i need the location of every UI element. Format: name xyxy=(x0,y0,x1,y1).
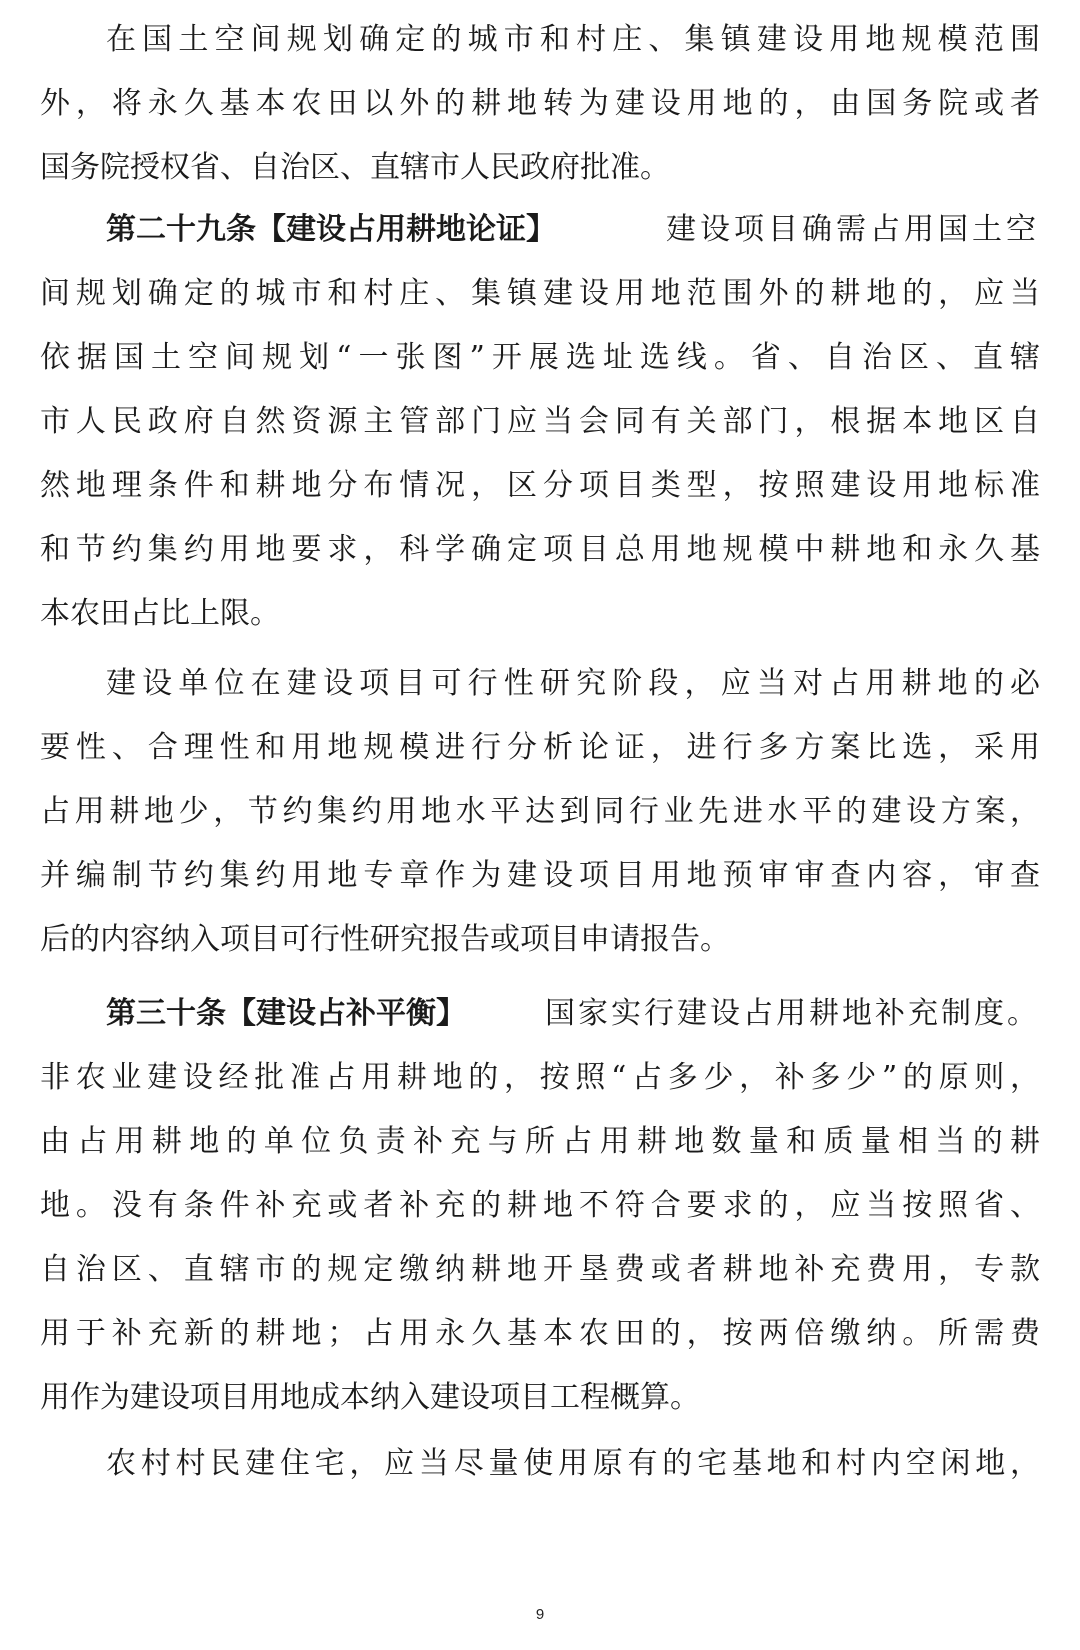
paragraph-3-line-2: 要性、合理性和用地规模进行分析论证，进行多方案比选，采用 xyxy=(40,730,1040,765)
article-29-first-line xyxy=(40,210,1040,250)
paragraph-3-line-1: 建设单位在建设项目可行性研究阶段，应当对占用耕地的必 xyxy=(106,666,1040,701)
article-30-line-1: 国家实行建设占用耕地补充制度。 xyxy=(545,996,1040,1031)
paragraph-5-line-1: 农村村民建住宅，应当尽量使用原有的宅基地和村内空闲地， xyxy=(106,1446,1040,1481)
article-30-line-5: 自治区、直辖市的规定缴纳耕地开垦费或者耕地补充费用，专款 xyxy=(40,1252,1040,1287)
article-30-line-4: 地。没有条件补充或者补充的耕地不符合要求的，应当按照省、 xyxy=(40,1188,1040,1223)
article-29-heading: 第二十九条【建设占用耕地论证】 xyxy=(106,212,556,247)
article-29-line-1: 建设项目确需占用国土空 xyxy=(666,212,1040,247)
paragraph-1-line-2: 外，将永久基本农田以外的耕地转为建设用地的，由国务院或者 xyxy=(40,86,1040,121)
article-30-line-7: 用作为建设项目用地成本纳入建设项目工程概算。 xyxy=(40,1380,700,1415)
article-29-line-4: 市人民政府自然资源主管部门应当会同有关部门，根据本地区自 xyxy=(40,404,1040,439)
article-29-line-3: 依据国土空间规划“一张图”开展选址选线。省、自治区、直辖 xyxy=(40,340,1040,375)
article-30-line-2: 非农业建设经批准占用耕地的，按照“占多少，补多少”的原则， xyxy=(40,1060,1040,1095)
paragraph-1-line-3: 国务院授权省、自治区、直辖市人民政府批准。 xyxy=(40,150,670,185)
page-number: 9 xyxy=(535,1606,545,1623)
article-30-line-6: 用于补充新的耕地；占用永久基本农田的，按两倍缴纳。所需费 xyxy=(40,1316,1040,1351)
document-page xyxy=(40,0,1040,1650)
article-29-line-2: 间规划确定的城市和村庄、集镇建设用地范围外的耕地的，应当 xyxy=(40,276,1040,311)
paragraph-3-line-4: 并编制节约集约用地专章作为建设项目用地预审审查内容，审查 xyxy=(40,858,1040,893)
paragraph-3-line-5: 后的内容纳入项目可行性研究报告或项目申请报告。 xyxy=(40,922,730,957)
paragraph-1-line-1: 在国土空间规划确定的城市和村庄、集镇建设用地规模范围 xyxy=(106,22,1040,57)
article-29-line-7: 本农田占比上限。 xyxy=(40,596,280,631)
article-29-line-5: 然地理条件和耕地分布情况，区分项目类型，按照建设用地标准 xyxy=(40,468,1040,503)
article-30-heading: 第三十条【建设占补平衡】 xyxy=(106,996,466,1031)
paragraph-3-line-3: 占用耕地少，节约集约用地水平达到同行业先进水平的建设方案， xyxy=(40,794,1040,829)
article-30-first-line xyxy=(40,994,1040,1034)
article-30-line-3: 由占用耕地的单位负责补充与所占用耕地数量和质量相当的耕 xyxy=(40,1124,1040,1159)
article-29-line-6: 和节约集约用地要求，科学确定项目总用地规模中耕地和永久基 xyxy=(40,532,1040,567)
